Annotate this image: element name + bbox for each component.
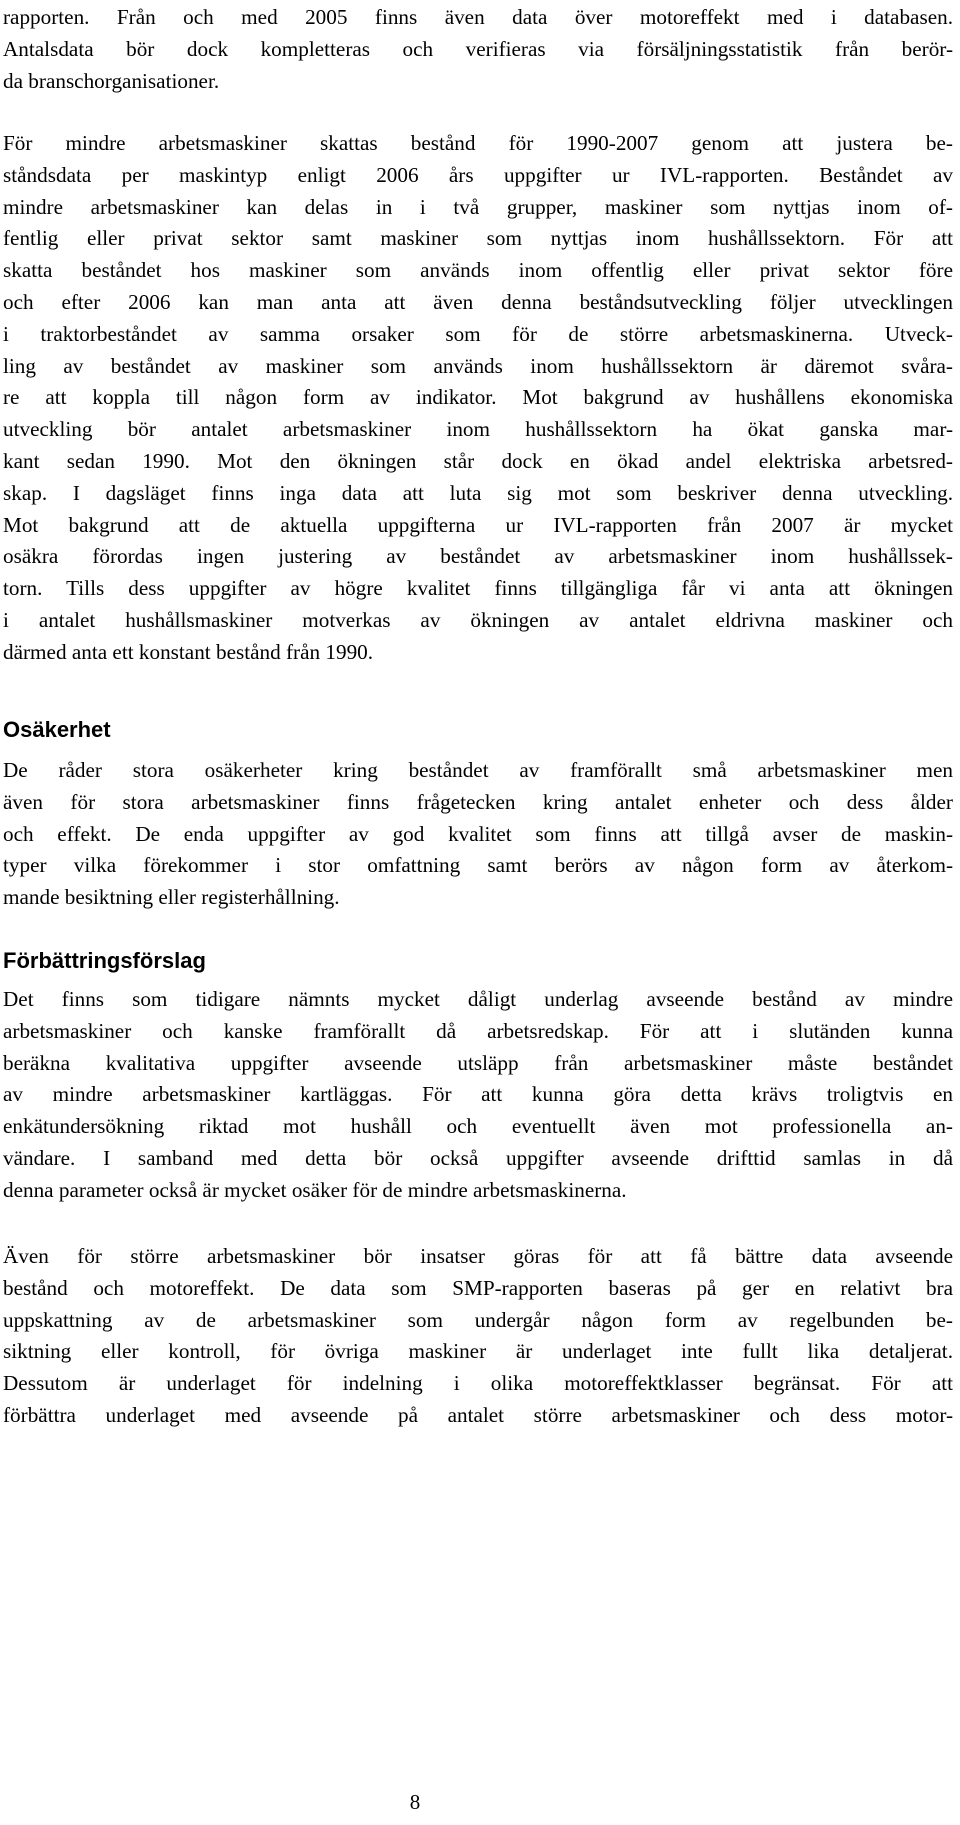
text-line: mande besiktning eller registerhållning. — [3, 885, 340, 910]
text-line: ståndsdata per maskintyp enligt 2006 års uppgifter ur IVL-rapporten. Beståndet av — [3, 162, 953, 187]
text-line: Mot bakgrund att de aktuella uppgifterna ur IVL-rapporten från 2007 är mycket — [3, 512, 953, 537]
text-line: enkätundersökning riktad mot hushåll och eventuellt även mot professionella an- — [3, 1114, 953, 1139]
text-line: av mindre arbetsmaskiner kartläggas. För att kunna göra detta krävs troligtvis en — [3, 1082, 953, 1107]
text-line: även för stora arbetsmaskiner finns frågetecken kring antalet enheter och dess ålder — [3, 789, 953, 814]
text-line: Antalsdata bör dock kompletteras och verifieras via försäljningsstatistik från berör- — [3, 36, 953, 61]
text-line: och efter 2006 kan man anta att även denna beståndsutveckling följer utvecklingen — [3, 289, 953, 314]
text-line: siktning eller kontroll, för övriga maskiner är underlaget inte fullt lika detaljerat. — [3, 1339, 953, 1364]
section-heading-osakerhet: Osäkerhet — [3, 717, 111, 742]
text-line: re att koppla till någon form av indikator. Mot bakgrund av hushållens ekonomiska — [3, 385, 953, 410]
text-line: därmed anta ett konstant bestånd från 1990. — [3, 639, 374, 664]
text-line: arbetsmaskiner och kanske framförallt då arbetsredskap. För att i slutänden kunna — [3, 1018, 953, 1043]
paragraph-storre-arbetsmaskiner — [3, 1241, 953, 1432]
text-line: mindre arbetsmaskiner kan delas in i två grupper, maskiner som nyttjas inom of- — [3, 194, 953, 219]
text-line: skatta beståndet hos maskiner som används inom offentlig eller privat sektor före — [3, 258, 953, 283]
text-line: kant sedan 1990. Mot den ökningen står dock en ökad andel elektriska arbetsred- — [3, 448, 953, 473]
text-line: i traktorbeståndet av samma orsaker som för de större arbetsmaskinerna. Utveck- — [3, 321, 953, 346]
text-line: da branschorganisationer. — [3, 68, 220, 93]
paragraph-forbattringsforslag — [3, 984, 953, 1207]
text-line: Det finns som tidigare nämnts mycket dåligt underlag avseende bestånd av mindre — [3, 987, 953, 1011]
text-line: Dessutom är underlaget för indelning i olika motoreffektklasser begränsat. För att — [3, 1371, 953, 1396]
text-line: torn. Tills dess uppgifter av högre kvalitet finns tillgängliga får vi anta att ökningen — [3, 576, 953, 601]
text-line: denna parameter också är mycket osäker för de mindre arbetsmaskinerna. — [3, 1177, 627, 1202]
paragraph-mindre-arbetsmaskiner — [3, 128, 953, 669]
text-line: De råder stora osäkerheter kring beståndet av framförallt små arbetsmaskiner men — [3, 758, 953, 782]
text-line: bestånd och motoreffekt. De data som SMP-rapporten baseras på ger en relativt bra — [3, 1275, 953, 1300]
text-line: i antalet hushållsmaskiner motverkas av ökningen av antalet eldrivna maskiner och — [3, 607, 953, 632]
text-line: fentlig eller privat sektor samt maskiner som nyttjas inom hushållssektorn. För att — [3, 226, 953, 251]
text-line: vändare. I samband med detta bör också uppgifter avseende drifttid samlas in då — [3, 1145, 953, 1170]
text-line: Även för större arbetsmaskiner bör insatser göras för att få bättre data avseende — [3, 1244, 953, 1268]
text-line: utveckling bör antalet arbetsmaskiner inom hushållssektorn ha ökat ganska mar- — [3, 417, 953, 442]
text-line: ling av beståndet av maskiner som används inom hushållssektorn är däremot svåra- — [3, 353, 953, 378]
text-line: uppskattning av de arbetsmaskiner som undergår någon form av regelbunden be- — [3, 1307, 953, 1332]
text-line: rapporten. Från och med 2005 finns även data över motoreffekt med i databasen. — [3, 5, 953, 29]
text-line: För mindre arbetsmaskiner skattas bestånd för 1990-2007 genom att justera be- — [3, 131, 953, 155]
paragraph-motoreffekt — [3, 2, 953, 97]
text-line: skap. I dagsläget finns inga data att luta sig mot som beskriver denna utveckling. — [3, 480, 953, 505]
text-line: och effekt. De enda uppgifter av god kvalitet som finns att tillgå avser de maskin- — [3, 821, 953, 846]
paragraph-osakerhet — [3, 755, 953, 914]
text-line: förbättra underlaget med avseende på antalet större arbetsmaskiner och dess motor- — [3, 1402, 953, 1427]
text-line: typer vilka förekommer i stor omfattning samt berörs av någon form av återkom- — [3, 853, 953, 878]
section-heading-forbattringsforslag: Förbättringsförslag — [3, 948, 206, 973]
text-line: osäkra förordas ingen justering av beståndet av arbetsmaskiner inom hushållssek- — [3, 544, 953, 569]
text-line: beräkna kvalitativa uppgifter avseende utsläpp från arbetsmaskiner måste beståndet — [3, 1050, 953, 1075]
page-number: 8 — [409, 1790, 421, 1814]
